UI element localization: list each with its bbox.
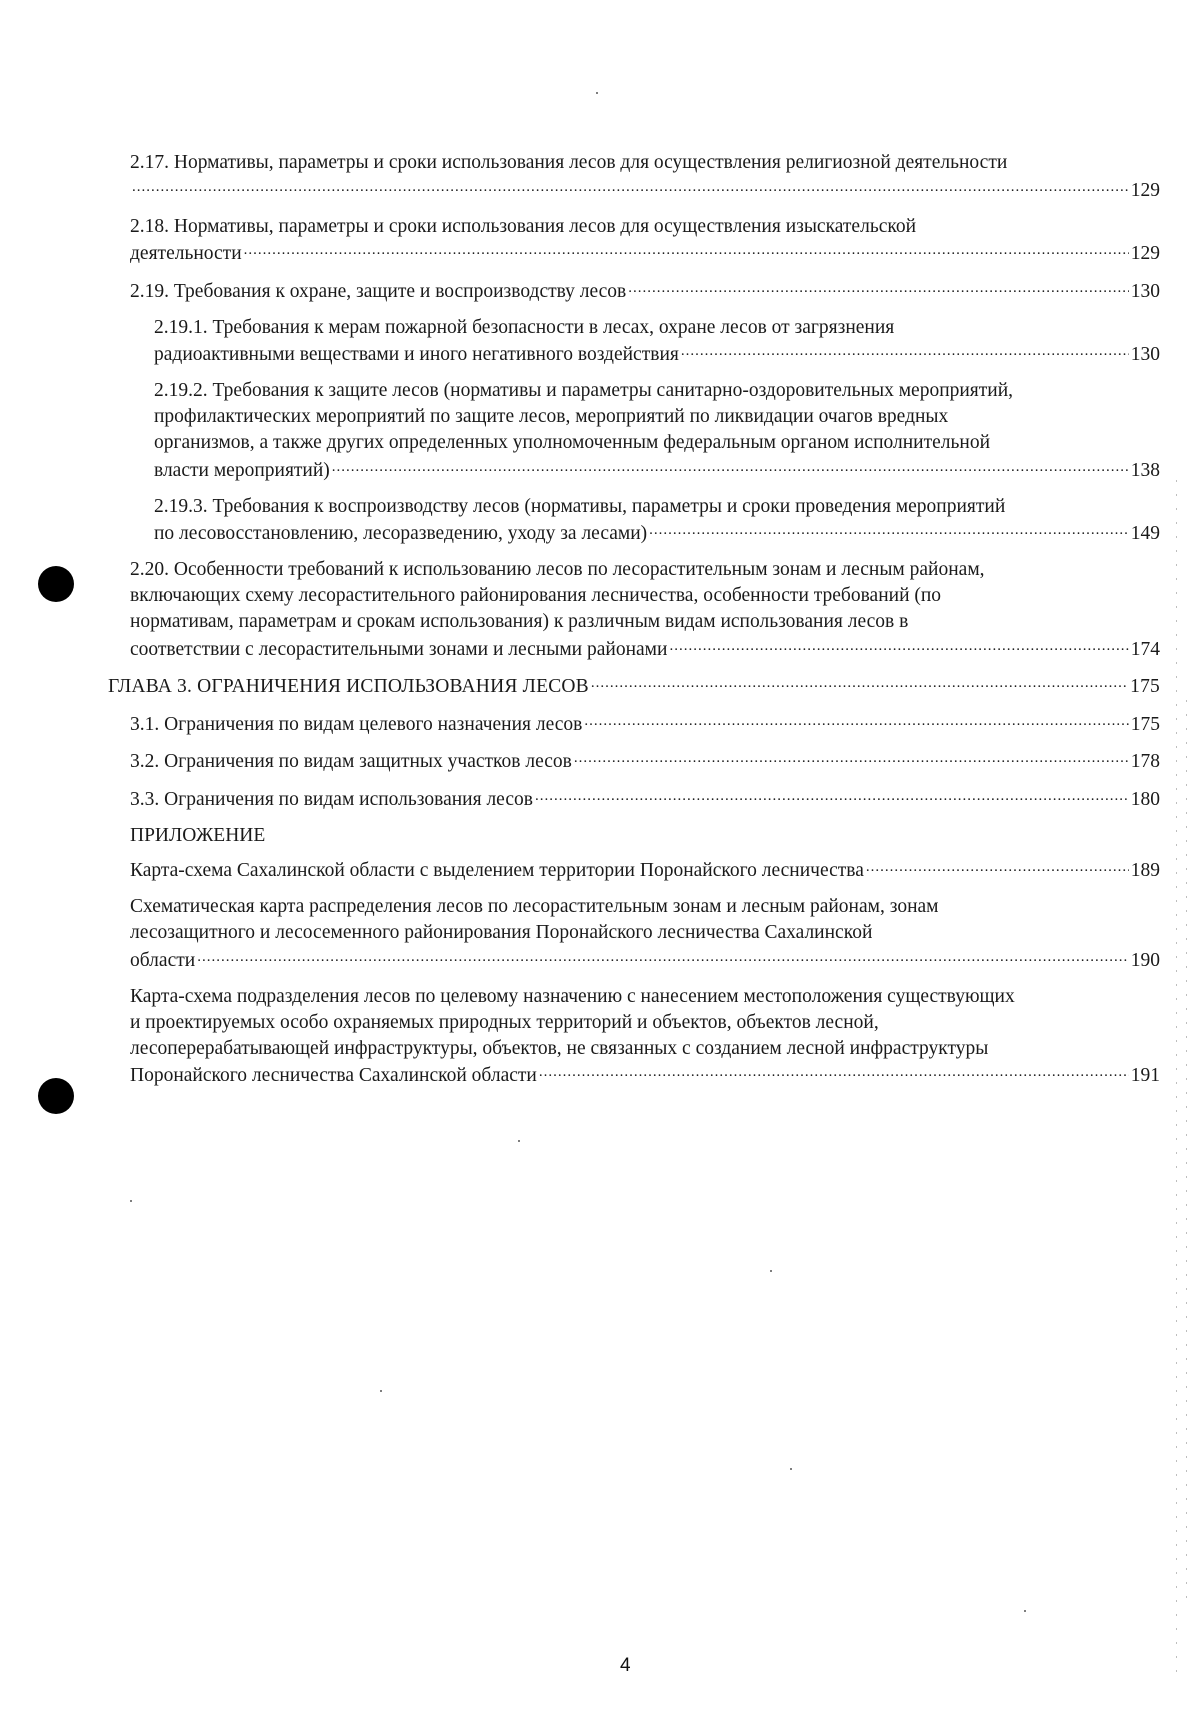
toc-entry-title: по лесовосстановлению, лесоразведению, уходу за лесами) — [154, 523, 648, 544]
toc-entry-2-19 — [130, 277, 1160, 305]
toc-entry-2-17 — [130, 150, 1160, 204]
dot-leader — [669, 635, 1128, 655]
toc-main-list — [108, 150, 1160, 813]
toc-leader-line — [130, 240, 1160, 268]
toc-entry-ch3 — [108, 673, 1160, 701]
scan-speck — [380, 1390, 382, 1392]
toc-leader-line — [130, 710, 1160, 738]
toc-entry-text-line: 2.19.1. Требования к мерам пожарной безопасности в лесах, охране лесов от загрязнения — [154, 316, 895, 338]
dot-leader — [535, 785, 1129, 805]
dot-leader — [628, 277, 1128, 297]
scan-speck — [518, 1140, 520, 1142]
toc-entry-text-line: и проектируемых особо охраняемых природных территорий и объектов, объектов лесной, — [130, 1011, 879, 1033]
toc-entry-title: 3.2. Ограничения по видам защитных участков лесов — [130, 751, 572, 772]
toc-entry-2-19-1 — [154, 315, 1160, 369]
scan-speck — [130, 1200, 132, 1202]
toc-entry-2-19-2 — [154, 378, 1160, 484]
toc-page-number: 191 — [1130, 1065, 1160, 1086]
toc-leader-line — [130, 1062, 1160, 1090]
toc-page-number: 189 — [1130, 860, 1160, 881]
toc-entry-3-3 — [130, 785, 1160, 813]
toc-leader-line — [154, 520, 1160, 548]
toc-entry-app-3 — [130, 984, 1160, 1090]
toc-leader-line — [108, 673, 1160, 701]
toc-entry-text-line: лесозащитного и лесосеменного районирования Поронайского лесничества Сахалинской — [130, 922, 873, 943]
toc-entry-text-line: организмов, а также других определенных уполномоченным федеральным органом исполнительной — [154, 432, 991, 453]
toc-entry-text-line: лесоперерабатывающей инфраструктуры, объектов, не связанных с созданием лесной инфраструктуры — [130, 1037, 989, 1059]
dot-leader — [244, 240, 1129, 260]
toc-entry-2-19-3 — [154, 494, 1160, 548]
toc-entry-text-line: 2.20. Особенности требований к использованию лесов по лесорастительным зонам и лесным районам, — [130, 559, 985, 580]
toc-entry-text-line: 2.17. Нормативы, параметры и сроки использования лесов для осуществления религиозной деятельности — [130, 152, 1008, 173]
toc-entry-text-line: Карта-схема подразделения лесов по целевому назначению с нанесением местоположения существующих — [130, 985, 1015, 1007]
punch-hole-top — [38, 566, 74, 602]
toc-entry-title: деятельности — [130, 243, 242, 264]
toc-entry-title: радиоактивными веществами и иного негативного воздействия — [154, 344, 679, 365]
toc-page-number: 149 — [1130, 523, 1160, 544]
dot-leader — [574, 748, 1129, 768]
toc-entry-2-18 — [130, 214, 1160, 268]
toc-entry-title: области — [130, 949, 196, 971]
toc-leader-line — [130, 857, 1160, 885]
table-of-contents — [108, 150, 1160, 1099]
dot-leader — [197, 946, 1129, 966]
toc-page-number: 130 — [1130, 344, 1160, 365]
dot-leader — [539, 1062, 1129, 1082]
toc-entry-title: Поронайского лесничества Сахалинской области — [130, 1065, 537, 1086]
toc-page-number: 175 — [1130, 713, 1160, 735]
toc-page-number: 178 — [1130, 751, 1160, 772]
toc-leader-line — [130, 176, 1160, 204]
toc-leader-line — [130, 785, 1160, 813]
dot-leader — [649, 520, 1129, 540]
toc-page-number: 175 — [1130, 676, 1160, 697]
toc-leader-line — [130, 946, 1160, 974]
toc-entry-3-2 — [130, 748, 1160, 776]
toc-leader-line — [154, 341, 1160, 369]
scan-edge-noise — [1176, 480, 1177, 1680]
dot-leader — [866, 857, 1129, 877]
toc-entry-title: 3.1. Ограничения по видам целевого назначения лесов — [130, 713, 583, 735]
toc-entry-title: Карта-схема Сахалинской области с выделением территории Поронайского лесничества — [130, 860, 864, 881]
toc-leader-line — [130, 635, 1160, 663]
toc-page-number: 129 — [1130, 243, 1160, 264]
toc-entry-text-line: профилактических мероприятий по защите лесов, мероприятий по ликвидации очагов вредных — [154, 406, 949, 427]
toc-page-number: 130 — [1130, 280, 1160, 302]
toc-entry-text-line: 2.18. Нормативы, параметры и сроки использования лесов для осуществления изыскательской — [130, 215, 917, 237]
toc-leader-line — [154, 456, 1160, 484]
punch-hole-bottom — [38, 1078, 74, 1114]
toc-page-number: 174 — [1130, 638, 1160, 660]
scan-speck — [770, 1270, 772, 1272]
toc-entry-text-line: Схематическая карта распределения лесов по лесорастительным зонам и лесным районам, зонам — [130, 896, 939, 917]
toc-entry-app-2 — [130, 894, 1160, 974]
toc-entry-title: 2.19. Требования к охране, защите и воспроизводству лесов — [130, 280, 627, 302]
toc-entry-3-1 — [130, 710, 1160, 738]
dot-leader — [332, 456, 1129, 476]
toc-leader-line — [130, 277, 1160, 305]
toc-entry-text-line: нормативам, параметрам и срокам использования) к различным видам использования лесов в — [130, 611, 909, 632]
toc-page-number: 190 — [1130, 949, 1160, 971]
toc-entry-text-line: включающих схему лесорастительного районирования лесничества, особенности требований (по — [130, 585, 942, 606]
dot-leader — [591, 673, 1128, 693]
toc-entry-2-20 — [130, 557, 1160, 663]
dot-leader — [584, 710, 1128, 730]
toc-entry-title: соответствии с лесорастительными зонами и лесными районами — [130, 638, 668, 660]
page-number: 4 — [620, 1655, 631, 1676]
scan-edge-noise — [1186, 700, 1187, 1600]
scan-speck — [790, 1468, 792, 1470]
toc-entry-title: ГЛАВА 3. ОГРАНИЧЕНИЯ ИСПОЛЬЗОВАНИЯ ЛЕСОВ — [108, 676, 589, 697]
toc-page-number: 180 — [1130, 788, 1160, 810]
toc-entry-app-1 — [130, 857, 1160, 885]
dot-leader — [132, 176, 1129, 196]
scan-speck — [1024, 1610, 1026, 1612]
toc-entry-title: власти мероприятий) — [154, 459, 330, 481]
scan-speck — [596, 92, 598, 94]
toc-entry-text-line: 2.19.3. Требования к воспроизводству лесов (нормативы, параметры и сроки проведения мероприятий — [154, 495, 1006, 517]
toc-leader-line — [130, 748, 1160, 776]
dot-leader — [681, 341, 1129, 361]
toc-appendix-list — [130, 857, 1160, 1090]
toc-entry-text-line: 2.19.2. Требования к защите лесов (нормативы и параметры санитарно-оздоровительных мероприятий, — [154, 380, 1014, 401]
toc-page-number: 138 — [1130, 459, 1160, 481]
appendix-heading: ПРИЛОЖЕНИЕ — [130, 824, 266, 846]
toc-page-number: 129 — [1130, 179, 1160, 201]
toc-entry-title: 3.3. Ограничения по видам использования лесов — [130, 788, 533, 810]
